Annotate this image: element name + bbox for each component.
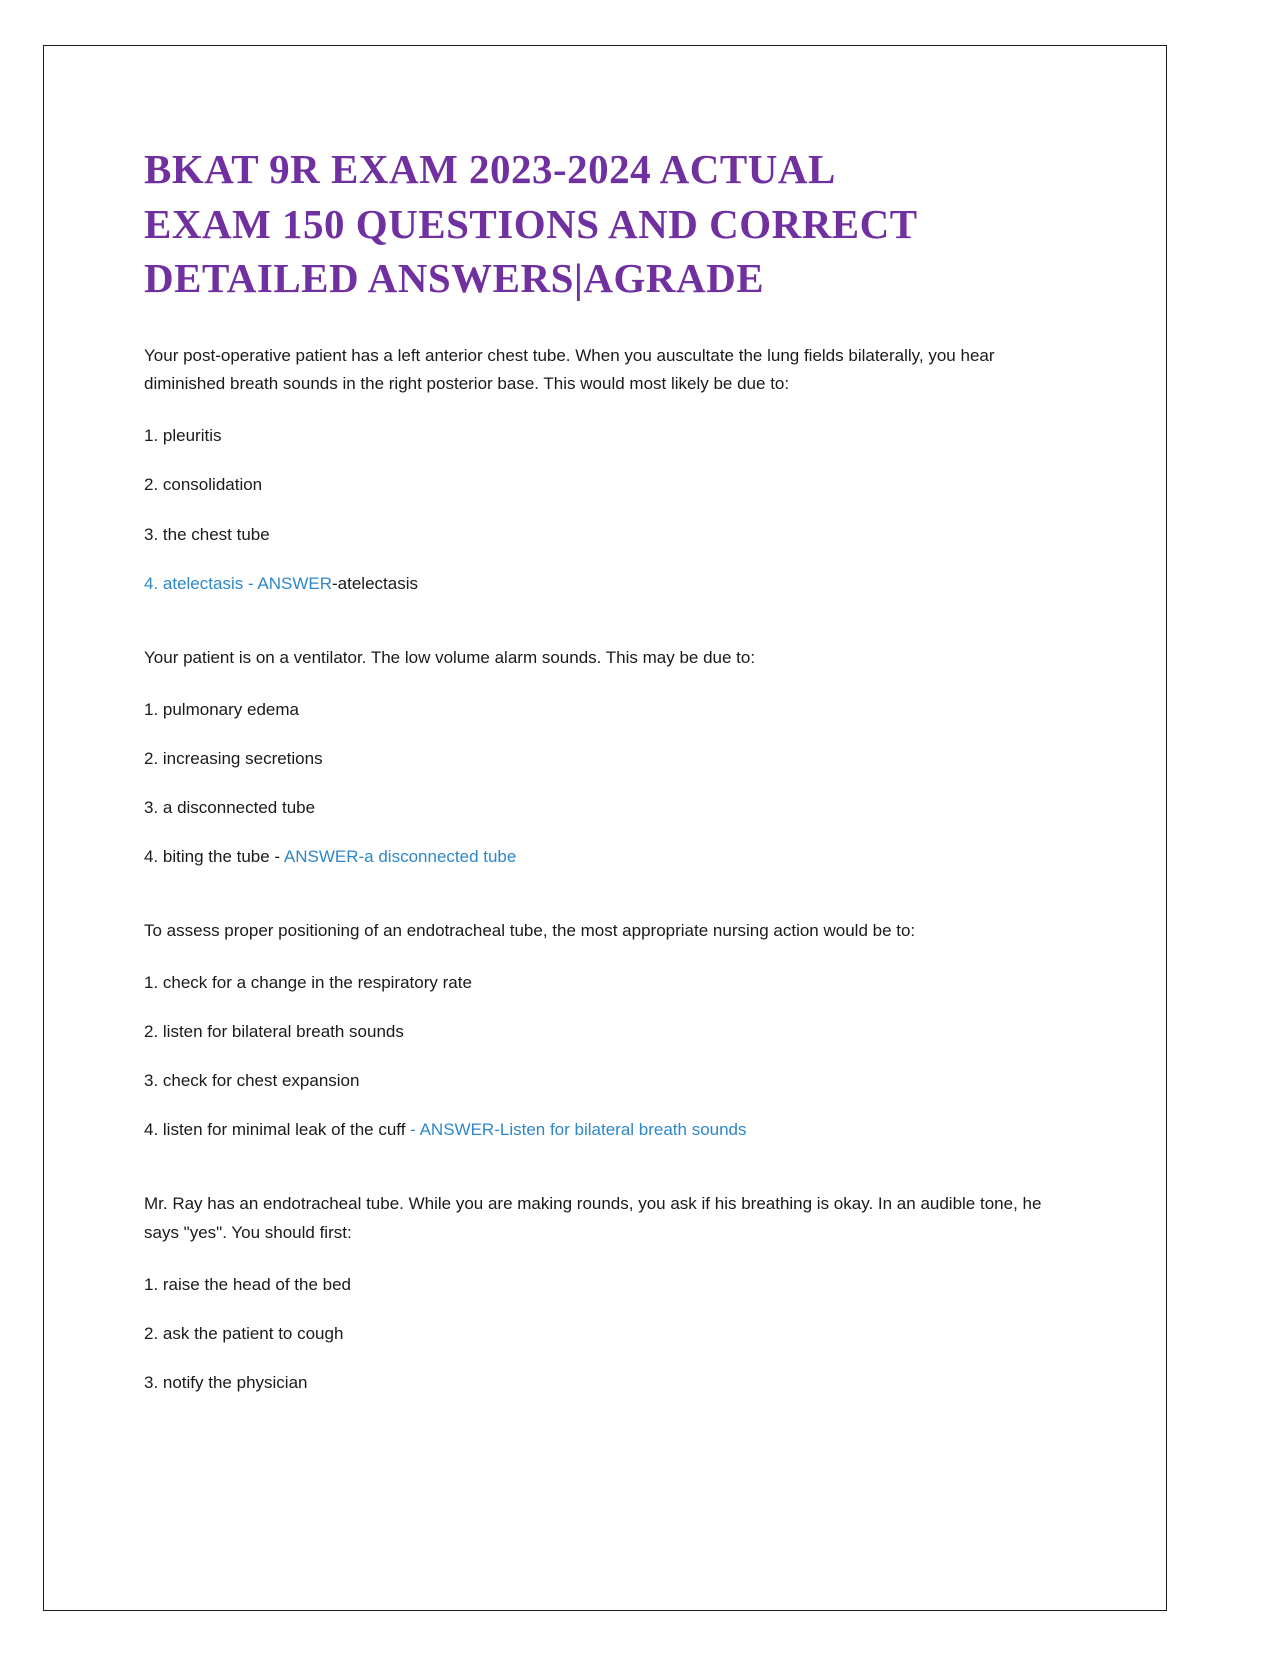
option-line	[144, 797, 1066, 819]
question-text: Your patient is on a ventilator. The low volume alarm sounds. This may be due to:	[144, 647, 756, 667]
question-block	[144, 1190, 1066, 1394]
page-content	[44, 46, 1166, 1610]
option-line	[144, 748, 1066, 770]
document-title	[144, 142, 1066, 306]
option-line	[144, 1070, 1066, 1092]
answer-text: 4. atelectasis - ANSWER	[144, 573, 333, 593]
option-text: 3. the chest tube	[144, 524, 270, 544]
option-line	[144, 972, 1066, 994]
option-text: 1. pleuritis	[144, 426, 222, 446]
option-text: 3. notify the physician	[144, 1373, 308, 1393]
document-title-line-3: DETAILED ANSWERS|AGRADE	[144, 255, 765, 302]
option-line	[144, 1323, 1066, 1345]
answer-text: - ANSWER-Listen for bilateral breath sounds	[410, 1120, 747, 1140]
option-text: 1. pulmonary edema	[144, 699, 299, 719]
option-line	[144, 846, 1066, 868]
answer-text: ANSWER-a disconnected tube	[283, 846, 517, 866]
option-line	[144, 573, 1066, 595]
option-text: 2. increasing secretions	[144, 748, 323, 768]
question-block	[144, 342, 1066, 595]
question-block	[144, 917, 1066, 1141]
question-block	[144, 644, 1066, 868]
question-text: Your post-operative patient has a left anterior chest tube. When you auscultate the lung fields bilaterally, you hear diminished breath sounds in the right posterior base. This would most likely be due to:	[144, 345, 995, 394]
option-line	[144, 699, 1066, 721]
option-text: 2. consolidation	[144, 475, 263, 495]
question-text: To assess proper positioning of an endotracheal tube, the most appropriate nursing action would be to:	[144, 920, 916, 940]
document-body	[144, 342, 1066, 1395]
option-text: 4. biting the tube -	[144, 846, 284, 866]
option-text: -atelectasis	[332, 573, 418, 593]
question-text: Mr. Ray has an endotracheal tube. While you are making rounds, you ask if his breathing is okay. In an audible tone, he says "yes". You should first:	[144, 1194, 1042, 1243]
option-text: 2. ask the patient to cough	[144, 1324, 344, 1344]
option-text: 3. a disconnected tube	[144, 797, 316, 817]
option-line	[144, 1274, 1066, 1296]
document-title-line-1: BKAT 9R EXAM 2023-2024 ACTUAL	[144, 146, 836, 192]
option-text: 4. listen for minimal leak of the cuff	[144, 1120, 411, 1140]
option-line	[144, 425, 1066, 447]
option-text: 1. check for a change in the respiratory rate	[144, 972, 472, 992]
document-title-line-2: EXAM 150 QUESTIONS AND CORRECT	[144, 200, 918, 247]
option-text: 2. listen for bilateral breath sounds	[144, 1021, 404, 1041]
option-text: 3. check for chest expansion	[144, 1071, 360, 1091]
option-line	[144, 1021, 1066, 1043]
option-line	[144, 474, 1066, 496]
option-line	[144, 1119, 1066, 1141]
option-line	[144, 1372, 1066, 1394]
option-text: 1. raise the head of the bed	[144, 1275, 351, 1295]
option-line	[144, 524, 1066, 546]
page-border	[43, 45, 1167, 1611]
